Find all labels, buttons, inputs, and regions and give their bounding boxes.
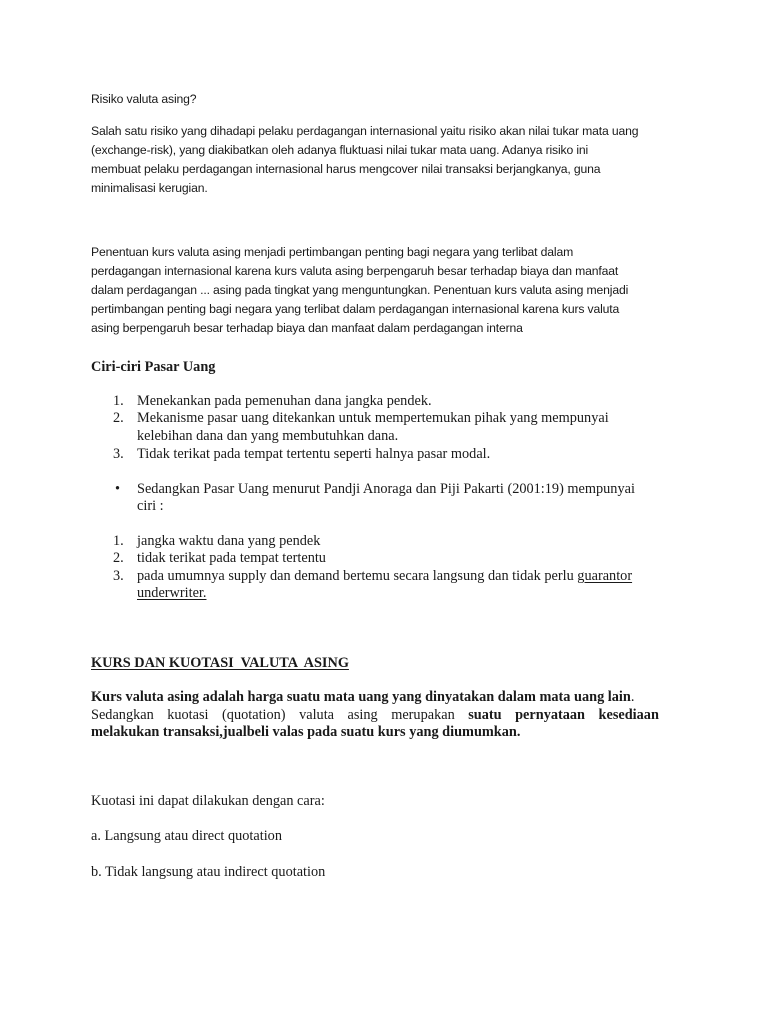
underwriter-link[interactable]: underwriter.: [137, 585, 207, 601]
risk-paragraph-line: membuat pelaku perdagangan internasional harus mengcover nilai transaksi berjangkanya, guna: [91, 162, 601, 176]
determination-line: Penentuan kurs valuta asing menjadi pertimbangan penting bagi negara yang terlibat dalam: [91, 245, 574, 259]
justified-line: Sedangkan kuotasi (quotation) valuta asing merupakan suatu pernyataan kesediaan: [91, 706, 659, 723]
determination-paragraph: [91, 243, 628, 338]
determination-line: perdagangan internasional karena kurs valuta asing berpengaruh besar terhadap biaya dan manfaat: [91, 264, 619, 278]
document-page: Risiko valuta asing? Salah satu risiko yang dihadapi pelaku perdagangan internasional yaitu risiko akan nilai tukar mata uang (exchange-risk), yang diakibatkan oleh adanya fluktuasi nilai tukar mata uang. Adanya risiko ini membuat pelaku perdagangan internasional harus mengcover nilai transaksi berjangkanya, guna minimalisasi kerugian. Penentuan kurs valuta asing menjadi pertimbangan penting bagi negara yang terlibat dalam perdagangan internasional karena kurs valuta asing berpengaruh besar terhadap biaya dan manfaat dalam perdagangan ... asing pada tingkat yang menguntungkan. Penentuan kurs valuta asing menjadi pertimbangan penting bagi negara yang terlibat dalam perdagangan internasional karena kurs valuta asing berpengaruh besar terhadap biaya dan manfaat dalam perdagangan interna Ciri-ciri Pasar Uang 1. Menekankan pada pemenuhan dana jangka pendek. 2. Mekanisme pasar uang ditekankan untuk mempertemukan pihak yang mempunyai kelebihan dana dan yang membutuhkan dana. 3. Tidak terikat pada tempat tertentu seperti halnya pasar modal. • Sedangkan Pasar Uang menurut Pandji Anoraga dan Piji Pakarti (2001:19) mempunyai ciri : 1. jangka waktu dana yang pendek 2. tidak terikat pada tempat tertentu 3. pada umumnya supply dan demand bertemu secara langsung dan tidak perlu guarantor underwriter. KURS DAN KUOTASI VALUTA ASING Kurs valuta asing adalah harga suatu mata uang yang dinyatakan dalam mata uang lain. Sedangkan kuotasi (quotation) valuta asing merupakan suatu pernyataan kesediaan melakukan transaksi,jualbeli valas pada suatu kurs yang diumumkan. Kuotasi ini dapat dilakukan dengan cara: a. Langsung atau direct quotation b. Tidak langsung atau indirect quotation: [0, 0, 768, 1024]
risk-paragraph-line: minimalisasi kerugian.: [91, 181, 208, 195]
risk-heading: Risiko valuta asing?: [91, 92, 197, 106]
bullet-icon: •: [115, 481, 121, 497]
risk-paragraph-line: Salah satu risiko yang dihadapi pelaku perdagangan internasional yaitu risiko akan nilai tukar mata uang: [91, 124, 639, 138]
exchange-heading: KURS DAN KUOTASI VALUTA ASING: [91, 655, 349, 671]
determination-line: asing berpengaruh besar terhadap biaya dan manfaat dalam perdagangan interna: [91, 321, 523, 335]
guarantor-link[interactable]: guarantor: [577, 568, 633, 584]
quotation-intro: Kuotasi ini dapat dilakukan dengan cara:: [91, 793, 325, 809]
quotation-option-b: b. Tidak langsung atau indirect quotation: [91, 864, 326, 880]
risk-paragraph: [91, 122, 638, 198]
quotation-option-a: a. Langsung atau direct quotation: [91, 828, 282, 844]
exchange-definition: Kurs valuta asing adalah harga suatu mata uang yang dinyatakan dalam mata uang lain. Sedangkan kuotasi (quotation) valuta asing merupakan suatu pernyataan kesediaan melakukan transaksi,jualbeli valas pada suatu kurs yang diumumkan.: [91, 689, 659, 740]
risk-paragraph-line: (exchange-risk), yang diakibatkan oleh adanya fluktuasi nilai tukar mata uang. Adanya risiko ini: [91, 143, 589, 157]
determination-line: pertimbangan penting bagi negara yang terlibat dalam perdagangan internasional karena kurs valuta: [91, 302, 620, 316]
determination-line: dalam perdagangan ... asing pada tingkat yang menguntungkan. Penentuan kurs valuta asing menjadi: [91, 283, 629, 297]
money-market-heading: Ciri-ciri Pasar Uang: [91, 359, 216, 375]
